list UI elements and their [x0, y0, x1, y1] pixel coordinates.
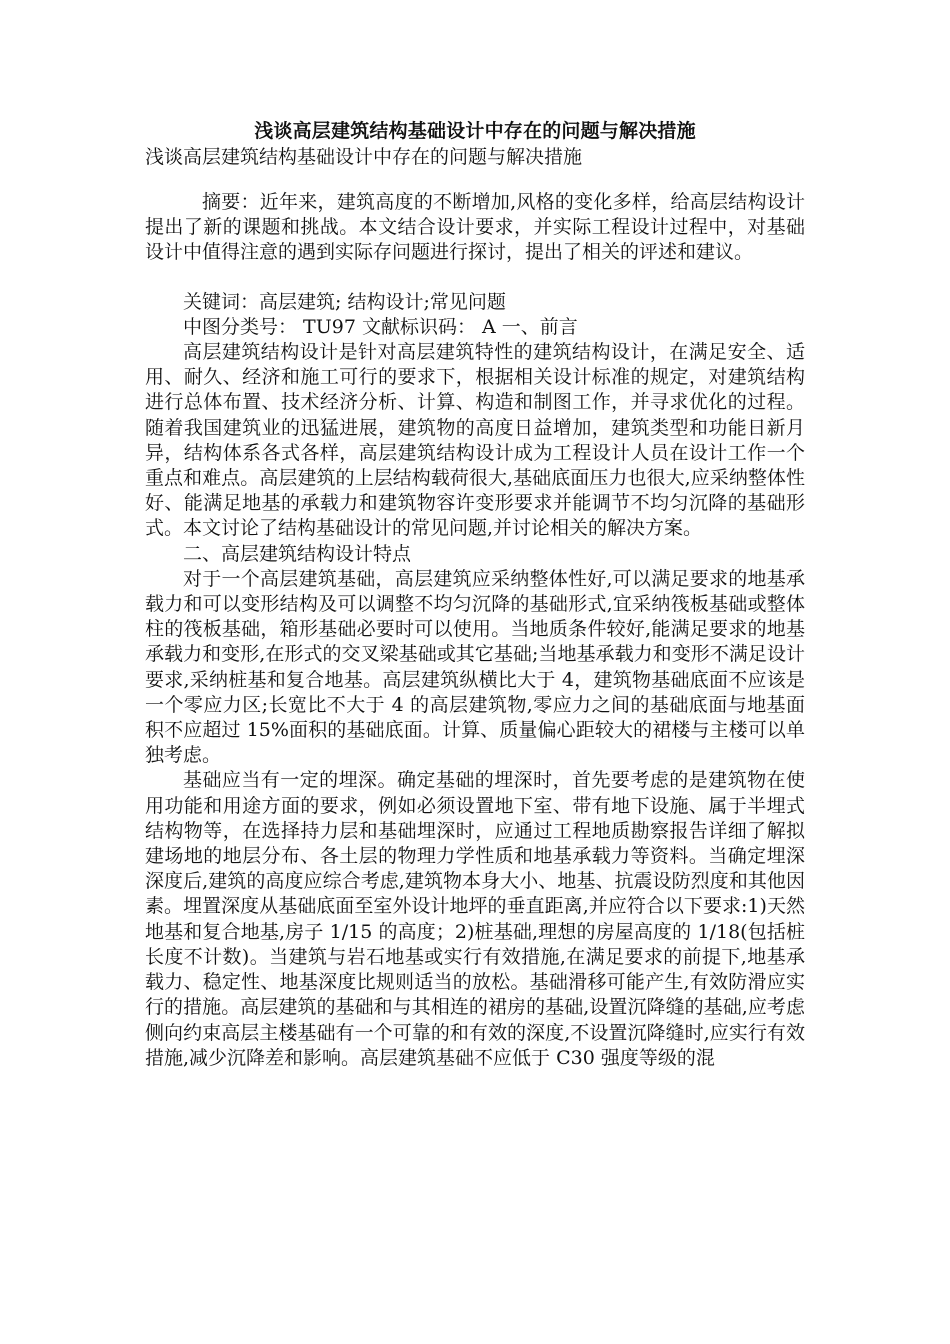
body-paragraph-intro: 高层建筑结构设计是针对高层建筑特性的建筑结构设计，在满足安全、适用、耐久、经济和施工可行的要求下，根据相关设计标准的规定，对建筑结构进行总体布置、技术经济分析、计算、构造和制图工作，并寻求优化的过程。随着我国建筑业的迅猛进展，建筑物的高度日益增加，建筑类型和功能日新月异，结构体系各式各样，高层建筑结构设计成为工程设计人员在设计工作一个重点和难点。高层建筑的上层结构载荷很大,基础底面压力也很大,应采纳整体性好、能满足地基的承载力和建筑物容许变形要求并能调节不均匀沉降的基础形式。本文讨论了结构基础设计的常见问题,并讨论相关的解决方案。 [145, 341, 805, 540]
document-subtitle: 浅谈高层建筑结构基础设计中存在的问题与解决措施 [145, 146, 583, 168]
document-page [145, 118, 805, 1071]
document-title: 浅谈高层建筑结构基础设计中存在的问题与解决措施 [254, 120, 696, 142]
keywords-line: 关键词：高层建筑; 结构设计;常见问题 [183, 290, 506, 313]
section-heading-2: 二、高层建筑结构设计特点 [183, 542, 412, 565]
body-paragraph-foundation-form: 对于一个高层建筑基础，高层建筑应采纳整体性好,可以满足要求的地基承载力和可以变形结构及可以调整不均匀沉降的基础形式,宜采纳筏板基础或整体柱的筏板基础，箱形基础必要时可以使用。当地质条件较好,能满足要求的地基承载力和变形,在形式的交叉梁基础或其它基础;当地基承载力和变形不满足设计要求,采纳桩基和复合地基。高层建筑纵横比大于 4，建筑物基础底面不应该是一个零应力区;长宽比不大于 4 的高层建筑物,零应力之间的基础底面与地基面积不应超过 15%面积的基础底面。计算、质量偏心距较大的裙楼与主楼可以单独考虑。 [145, 567, 805, 767]
classification-line: 中图分类号： TU97 文献标识码： A 一、前言 [183, 315, 578, 338]
body-paragraph-embedment-depth: 基础应当有一定的埋深。确定基础的埋深时，首先要考虑的是建筑物在使用功能和用途方面的要求，例如必须设置地下室、带有地下设施、属于半埋式结构物等，在选择持力层和基础埋深时，应通过工程地质勘察报告详细了解拟建场地的地层分布、各土层的物理力学性质和地基承载力等资料。当确定埋深深度后,建筑的高度应综合考虑,建筑物本身大小、地基、抗震设防烈度和其他因素。埋置深度从基础底面至室外设计地坪的垂直距离,并应符合以下要求:1)天然地基和复合地基,房子 1/15 的高度；2)桩基础,理想的房屋高度的 1/18(包括桩长度不计数)。当建筑与岩石地基或实行有效措施,在满足要求的前提下,地基承载力、稳定性、地基深度比规则适当的放松。基础滑移可能产生,有效防滑应实行的措施。高层建筑的基础和与其相连的裙房的基础,设置沉降缝的基础,应考虑侧向约束高层主楼基础有一个可靠的和有效的深度,不设置沉降缝时,应实行有效措施,减少沉降差和影响。高层建筑基础不应低于 C30 强度等级的混 [145, 769, 805, 1069]
abstract-paragraph: 摘要：近年来，建筑高度的不断增加,风格的变化多样，给高层结构设计提出了新的课题和挑战。本文结合设计要求，并实际工程设计过程中，对基础设计中值得注意的遇到实际存问题进行探讨，提出了相关的评述和建议。 [145, 191, 805, 264]
